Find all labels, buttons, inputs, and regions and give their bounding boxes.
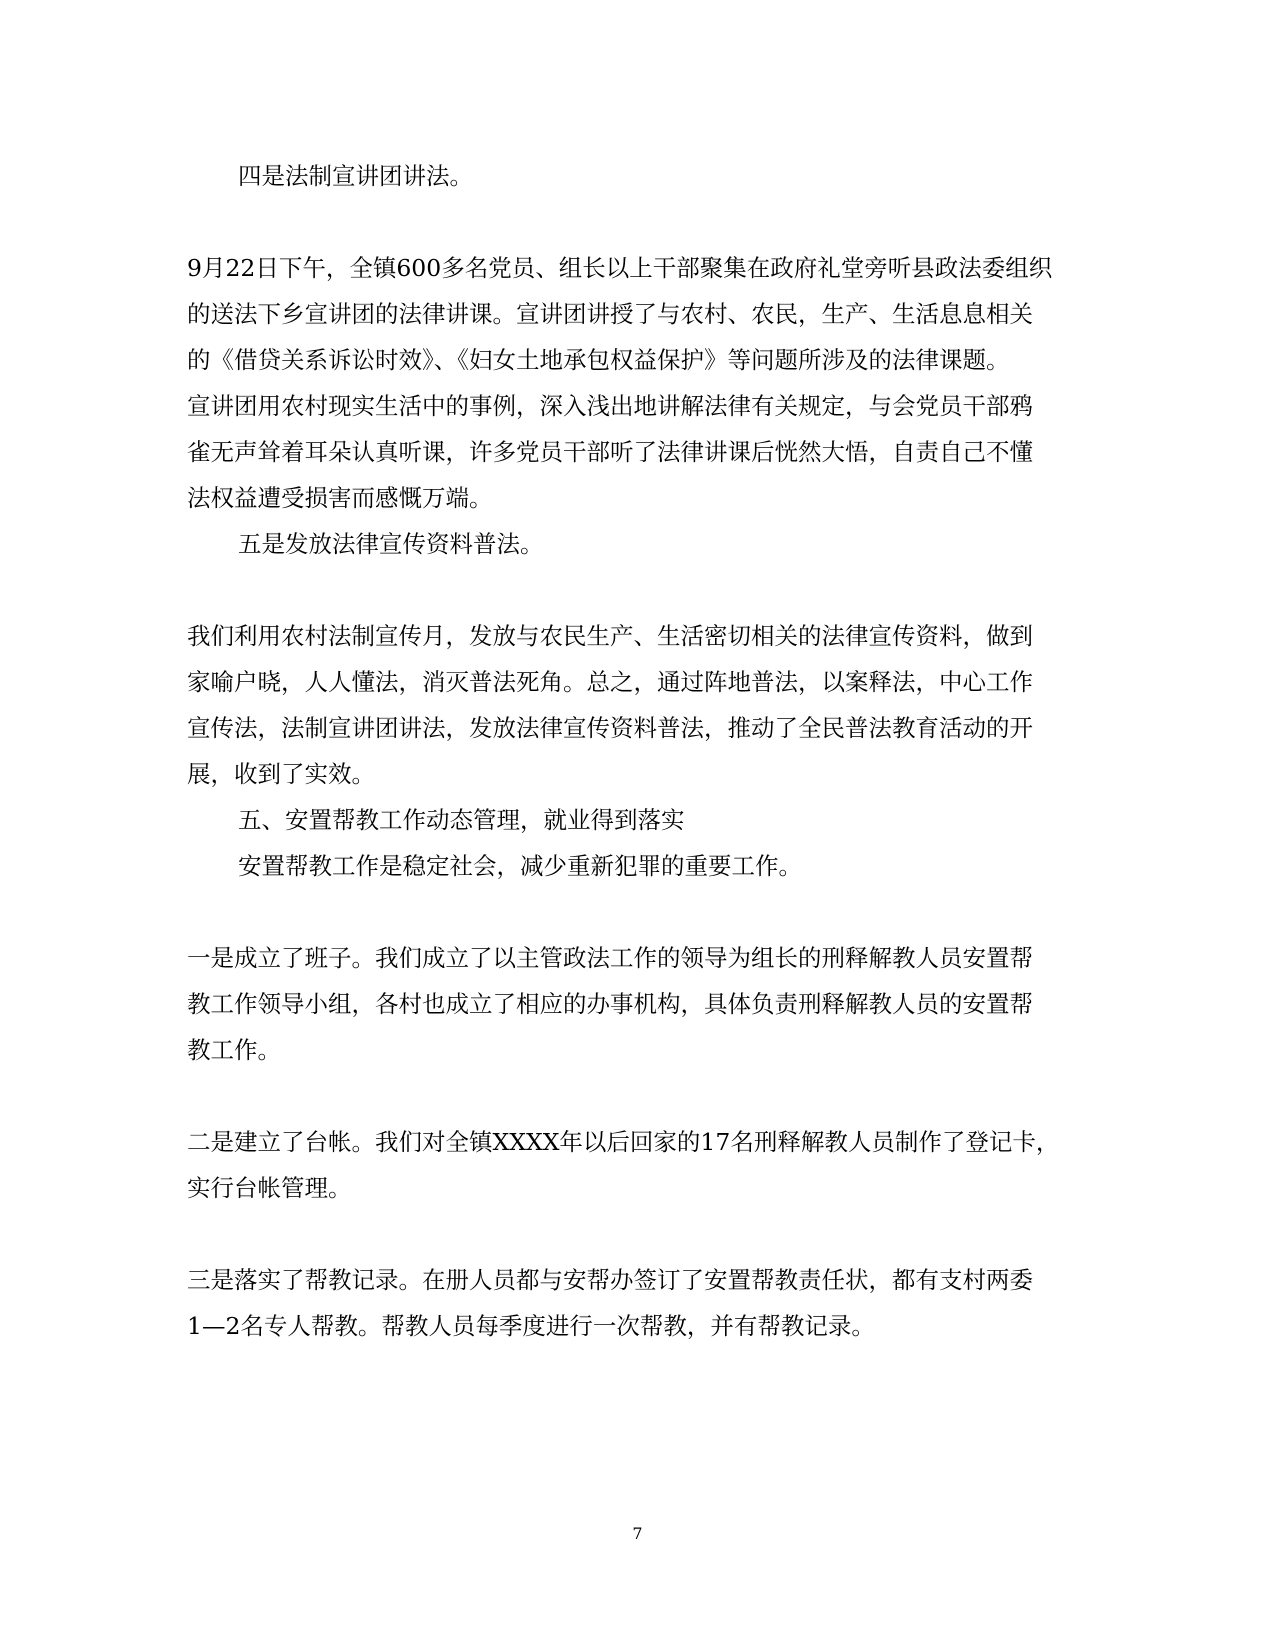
paragraph-line: 9月22日下午，全镇600多名党员、组长以上干部聚集在政府礼堂旁听县政法委组织 xyxy=(187,254,1053,282)
paragraph-line: 实行台帐管理。 xyxy=(187,1174,352,1202)
paragraph-line: 一是成立了班子。我们成立了以主管政法工作的领导为组长的刑释解教人员安置帮 xyxy=(187,944,1033,972)
paragraph-line: 展，收到了实效。 xyxy=(187,760,375,788)
paragraph-line: 教工作。 xyxy=(187,1036,281,1064)
section-title: 五、安置帮教工作动态管理，就业得到落实 xyxy=(238,806,685,834)
subheading-lecture-group: 四是法制宣讲团讲法。 xyxy=(238,162,473,190)
paragraph-line: 家喻户晓，人人懂法，消灭普法死角。总之，通过阵地普法，以案释法，中心工作 xyxy=(187,668,1033,696)
paragraph-line: 的送法下乡宣讲团的法律讲课。宣讲团讲授了与农村、农民，生产、生活息息相关 xyxy=(187,300,1033,328)
paragraph-line: 1—2名专人帮教。帮教人员每季度进行一次帮教，并有帮教记录。 xyxy=(187,1312,875,1340)
paragraph-line: 二是建立了台帐。我们对全镇XXXX年以后回家的17名刑释解教人员制作了登记卡， xyxy=(187,1128,1060,1156)
paragraph-line: 的《借贷关系诉讼时效》、《妇女土地承包权益保护》等问题所涉及的法律课题。 xyxy=(187,346,1010,374)
paragraph-line: 我们利用农村法制宣传月，发放与农民生产、生活密切相关的法律宣传资料，做到 xyxy=(187,622,1033,650)
paragraph-line: 教工作领导小组，各村也成立了相应的办事机构，具体负责刑释解教人员的安置帮 xyxy=(187,990,1033,1018)
subheading-materials: 五是发放法律宣传资料普法。 xyxy=(238,530,544,558)
paragraph-line: 宣讲团用农村现实生活中的事例，深入浅出地讲解法律有关规定，与会党员干部鸦 xyxy=(187,392,1033,420)
paragraph-line: 法权益遭受损害而感慨万端。 xyxy=(187,484,493,512)
paragraph-line: 雀无声耸着耳朵认真听课，许多党员干部听了法律讲课后恍然大悟，自责自己不懂 xyxy=(187,438,1033,466)
page-number: 7 xyxy=(632,1524,643,1543)
paragraph-line: 三是落实了帮教记录。在册人员都与安帮办签订了安置帮教责任状，都有支村两委 xyxy=(187,1266,1033,1294)
paragraph-line: 宣传法，法制宣讲团讲法，发放法律宣传资料普法，推动了全民普法教育活动的开 xyxy=(187,714,1033,742)
section-intro: 安置帮教工作是稳定社会，减少重新犯罪的重要工作。 xyxy=(238,852,802,880)
